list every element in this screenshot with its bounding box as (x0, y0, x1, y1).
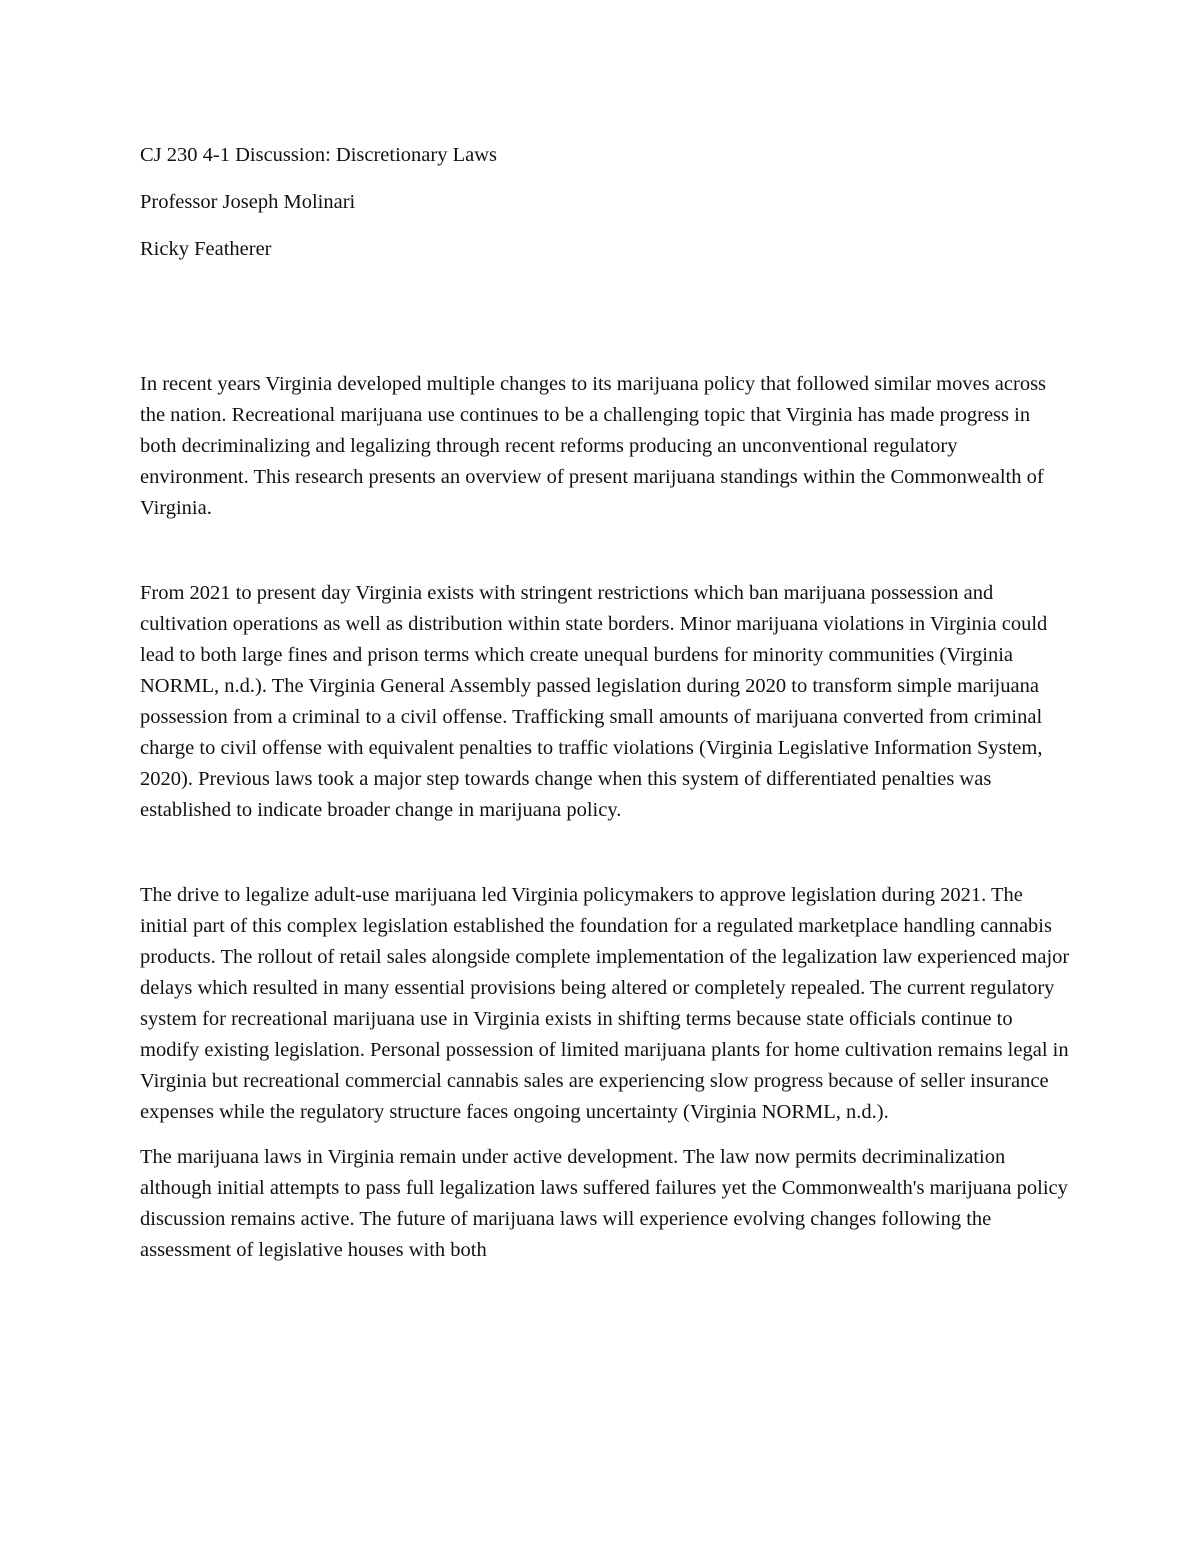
paragraph-decriminalization: From 2021 to present day Virginia exists with stringent restrictions which ban marijuana possession and cultivation operations as well as distribution within state borders. Minor marijuana violations in Virginia could lead to both large fines and prison terms which create unequal burdens for minority communities (Virginia NORML, n.d.). The Virginia General Assembly passed legislation during 2020 to transform simple marijuana possession from a criminal to a civil offense. Trafficking small amounts of marijuana converted from criminal charge to civil offense with equivalent penalties to traffic violations (Virginia Legislative Information System, 2020). Previous laws took a major step towards change when this system of differentiated penalties was established to indicate broader change in marijuana policy. (140, 582, 1048, 821)
paragraph-introduction: In recent years Virginia developed multiple changes to its marijuana policy that followed similar moves across the nation. Recreational marijuana use continues to be a challenging topic that Virginia has made progress in both decriminalizing and legalizing through recent reforms producing an unconventional regulatory environment. This research presents an overview of present marijuana standings within the Commonwealth of Virginia. (140, 373, 1047, 519)
paragraph-legalization: The drive to legalize adult-use marijuana led Virginia policymakers to approve legislation during 2021. The initial part of this complex legislation established the foundation for a regulated marketplace handling cannabis products. The rollout of retail sales alongside complete implementation of the legalization law experienced major delays which resulted in many essential provisions being altered or completely repealed. The current regulatory system for recreational marijuana use in Virginia exists in shifting terms because state officials continue to modify existing legislation. Personal possession of limited marijuana plants for home cultivation remains legal in Virginia but recreational commercial cannabis sales are experiencing slow progress because of seller insurance expenses while the regulatory structure faces ongoing uncertainty (Virginia NORML, n.d.). (140, 884, 1070, 1123)
course-title: CJ 230 4-1 Discussion: Discretionary Laws (140, 144, 497, 166)
document-body (140, 140, 1070, 1266)
paragraph-conclusion: The marijuana laws in Virginia remain under active development. The law now permits decriminalization although initial attempts to pass full legalization laws suffered failures yet the Commonwealth's marijuana policy discussion remains active. The future of marijuana laws will experience evolving changes following the assessment of legislative houses with both (140, 1146, 1068, 1261)
professor-name: Professor Joseph Molinari (140, 191, 356, 213)
student-name: Ricky Featherer (140, 238, 272, 260)
